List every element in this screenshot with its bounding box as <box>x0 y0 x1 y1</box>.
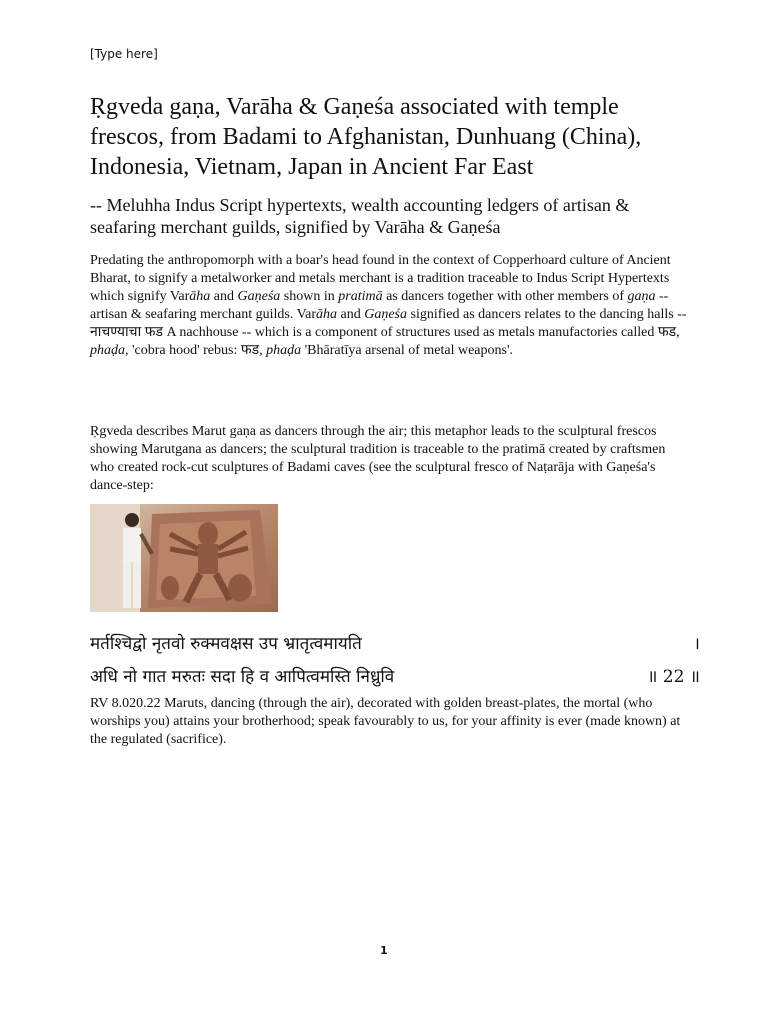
paragraph-1-text: -- artisan & seafaring merchant guilds. Var <box>90 289 669 322</box>
paragraph-1-italic: phaḍa, <box>90 343 129 358</box>
verse-line-1-text: मर्तश्चिद्वो नृतवो रुक्मवक्षस उप भ्रातृत्वमायति <box>90 634 362 654</box>
header-placeholder: [Type here] <box>90 47 158 61</box>
paragraph-1-text: and <box>337 307 365 322</box>
paragraph-1-italic: Gaṇeśa <box>364 307 408 322</box>
paragraph-1-text: 'cobra hood' rebus: फड, <box>128 343 267 358</box>
paragraph-1-italic: phaḍa <box>266 343 302 358</box>
paragraph-1-italic: pratimā <box>338 289 383 304</box>
paragraph-1-text: Predating the anthropomorph with a boar's head found in the context of Copperhoard culture of Ancient Bharat, to signify a metalworker and metals merchant is a tradition traceable to Indus Script Hypertexts which signify Var <box>90 253 671 304</box>
paragraph-1-text: 'Bhāratīya arsenal of metal weapons'. <box>301 343 513 358</box>
verse-line-2-text: अधि नो गात मरुतः सदा हि व आपित्वमस्ति निध्रुवि <box>90 667 395 687</box>
paragraph-1-italic: Gaṇeśa <box>237 289 281 304</box>
sanskrit-verse-line-2 <box>90 666 700 688</box>
paragraph-1-text: shown in <box>280 289 339 304</box>
paragraph-1-italic: āha <box>316 307 338 322</box>
paragraph-1-text: and <box>210 289 238 304</box>
verse-line-2-end: ॥ 22 ॥ <box>647 667 700 687</box>
page-number: 1 <box>380 944 388 957</box>
paragraph-1-italic: gaṇa <box>627 289 656 304</box>
paragraph-1-text: signified as dancers relates to the dancing halls --नाचण्याचा फड A nachhouse -- which is a component of structures used as metals manufactories called फड, <box>90 307 687 340</box>
paragraph-1-italic: āha <box>189 289 211 304</box>
sanskrit-verse-line-1 <box>90 633 700 655</box>
paragraph-2: Ṛgveda describes Marut gaṇa as dancers through the air; this metaphor leads to the sculptural frescos showing Marutgana as dancers; the sculptural tradition is traceable to the pratimā created by craftsmen who created rock-cut sculptures of Badami caves (see the sculptural fresco of Naṭarāja with Gaṇeśa's dance-step: <box>90 424 666 493</box>
document-subtitle: -- Meluhha Indus Script hypertexts, wealth accounting ledgers of artisan & seafaring merchant guilds, signified by Varāha & Gaṇeśa <box>90 195 630 237</box>
document-title: Ṛgveda gaṇa, Varāha & Gaṇeśa associated with temple frescos, from Badami to Afghanistan, Dunhuang (China), Indonesia, Vietnam, Japan in Ancient Far East <box>90 94 642 180</box>
paragraph-1 <box>90 252 690 360</box>
badami-sculpture-photo <box>90 504 278 612</box>
verse-line-1-end: । <box>693 634 700 654</box>
verse-translation: RV 8.020.22 Maruts, dancing (through the air), decorated with golden breast-plates, the mortal (who worships you) attains your brotherhood; speak favourably to us, for your affinity is ever (made known) at the regulated (sacrifice). <box>90 696 681 747</box>
paragraph-1-text: as dancers together with other members of <box>382 289 628 304</box>
